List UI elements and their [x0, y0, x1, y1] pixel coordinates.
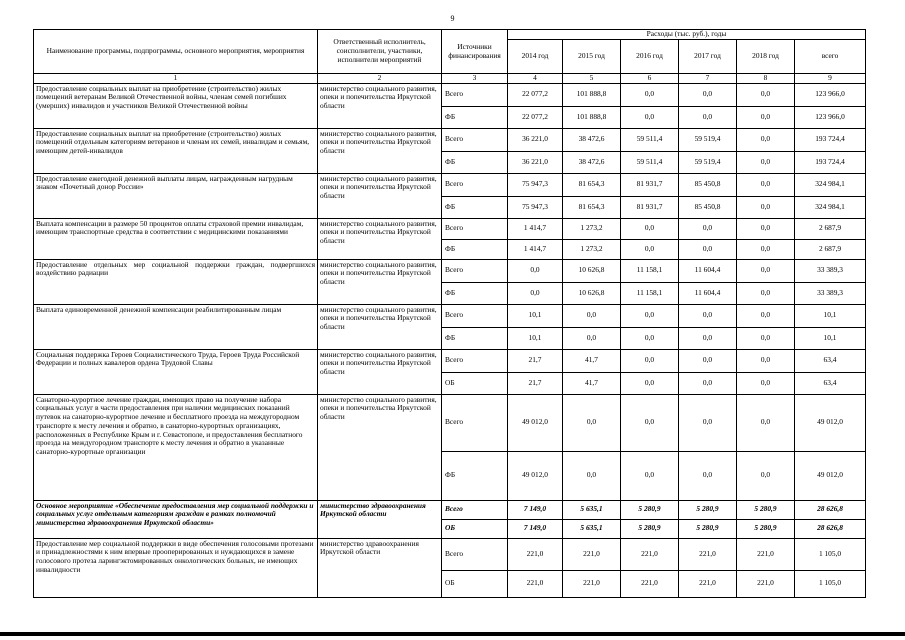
year-value: 0,0 — [679, 349, 737, 372]
year-value: 0,0 — [621, 239, 679, 259]
year-value: 0,0 — [737, 304, 795, 327]
year-value: 11 604,4 — [679, 282, 737, 304]
total-value: 63,4 — [795, 349, 866, 372]
year-value: 5 635,1 — [563, 519, 621, 538]
total-value: 123 966,0 — [795, 83, 866, 106]
year-value: 0,0 — [679, 394, 737, 451]
measure-name: Предоставление отдельных мер социальной поддержки граждан, подвергшихся воздействию радиации — [34, 259, 318, 304]
budget-table — [33, 29, 866, 598]
header-year: 2018 год — [737, 40, 795, 74]
column-index: 6 — [621, 74, 679, 84]
year-value: 0,0 — [621, 304, 679, 327]
year-value: 0,0 — [679, 239, 737, 259]
year-value: 0,0 — [621, 83, 679, 106]
column-index: 2 — [318, 74, 442, 84]
year-value: 0,0 — [737, 196, 795, 218]
header-executor: Ответственный исполнитель, соисполнители, участники, исполнители мероприятий — [318, 30, 442, 74]
year-value: 38 472,6 — [563, 151, 621, 173]
table-row — [34, 83, 866, 106]
year-value: 101 888,8 — [563, 106, 621, 128]
year-value: 0,0 — [737, 151, 795, 173]
funding-source: ФБ — [442, 196, 508, 218]
year-value: 22 077,2 — [508, 83, 563, 106]
budget-table-container — [33, 29, 865, 598]
year-value: 1 414,7 — [508, 239, 563, 259]
year-value: 5 280,9 — [621, 500, 679, 519]
year-value: 36 221,0 — [508, 151, 563, 173]
year-value: 0,0 — [621, 106, 679, 128]
year-value: 21,7 — [508, 349, 563, 372]
year-value: 0,0 — [508, 282, 563, 304]
year-value: 81 931,7 — [621, 173, 679, 196]
year-value: 22 077,2 — [508, 106, 563, 128]
year-value: 11 158,1 — [621, 282, 679, 304]
funding-source: ФБ — [442, 106, 508, 128]
year-value: 221,0 — [621, 538, 679, 570]
year-value: 0,0 — [621, 349, 679, 372]
year-value: 0,0 — [679, 451, 737, 500]
funding-source: Всего — [442, 259, 508, 282]
year-value: 221,0 — [621, 570, 679, 597]
year-value: 0,0 — [679, 106, 737, 128]
year-value: 81 654,3 — [563, 196, 621, 218]
year-value: 0,0 — [737, 259, 795, 282]
year-value: 1 273,2 — [563, 239, 621, 259]
total-value: 1 105,0 — [795, 538, 866, 570]
measure-name: Предоставление ежегодной денежной выплаты лицам, награжденным нагрудным знаком «Почетный донор России» — [34, 173, 318, 218]
executor: министерство социального развития, опеки и попечительства Иркутской области — [318, 259, 442, 304]
year-value: 0,0 — [679, 304, 737, 327]
total-value: 49 012,0 — [795, 451, 866, 500]
total-value: 10,1 — [795, 304, 866, 327]
year-value: 7 149,0 — [508, 500, 563, 519]
column-index: 5 — [563, 74, 621, 84]
total-value: 193 724,4 — [795, 128, 866, 151]
year-value: 5 280,9 — [737, 500, 795, 519]
year-value: 5 280,9 — [621, 519, 679, 538]
executor: министерство социального развития, опеки и попечительства Иркутской области — [318, 173, 442, 218]
year-value: 10,1 — [508, 304, 563, 327]
year-value: 0,0 — [508, 259, 563, 282]
funding-source: Всего — [442, 538, 508, 570]
total-value: 33 389,3 — [795, 282, 866, 304]
year-value: 0,0 — [679, 83, 737, 106]
column-index: 1 — [34, 74, 318, 84]
year-value: 0,0 — [621, 372, 679, 394]
year-value: 0,0 — [563, 394, 621, 451]
page-bottom-border — [0, 632, 905, 636]
year-value: 0,0 — [679, 218, 737, 239]
year-value: 11 604,4 — [679, 259, 737, 282]
year-value: 85 450,8 — [679, 173, 737, 196]
executor: министерство социального развития, опеки и попечительства Иркутской области — [318, 349, 442, 394]
column-index: 7 — [679, 74, 737, 84]
funding-source: Всего — [442, 394, 508, 451]
header-index-row — [34, 74, 866, 84]
year-value: 0,0 — [737, 282, 795, 304]
year-value: 0,0 — [737, 349, 795, 372]
measure-name: Выплата компенсации в размере 50 процентов оплаты страховой премии инвалидам, имеющим транспортные средства в соответствии с медицинскими показаниями — [34, 218, 318, 259]
year-value: 21,7 — [508, 372, 563, 394]
funding-source: ОБ — [442, 570, 508, 597]
total-value: 28 626,8 — [795, 500, 866, 519]
year-value: 85 450,8 — [679, 196, 737, 218]
executor: министерство здравоохранения Иркутской области — [318, 538, 442, 597]
year-value: 10,1 — [508, 327, 563, 349]
year-value: 59 519,4 — [679, 128, 737, 151]
table-row — [34, 538, 866, 570]
year-value: 11 158,1 — [621, 259, 679, 282]
table-row — [34, 128, 866, 151]
year-value: 0,0 — [621, 394, 679, 451]
year-value: 0,0 — [737, 239, 795, 259]
measure-name: Предоставление социальных выплат на приобретение (строительство) жилых помещений ветеранам Великой Отечественной войны, членам семей погибших (умерших) инвалидов и участников Великой Отечественной войны — [34, 83, 318, 128]
total-value: 28 626,8 — [795, 519, 866, 538]
year-value: 49 012,0 — [508, 394, 563, 451]
year-value: 41,7 — [563, 349, 621, 372]
table-body — [34, 83, 866, 597]
funding-source: Всего — [442, 128, 508, 151]
year-value: 221,0 — [508, 538, 563, 570]
year-value: 0,0 — [737, 83, 795, 106]
header-total: всего — [795, 40, 866, 74]
year-value: 36 221,0 — [508, 128, 563, 151]
total-value: 63,4 — [795, 372, 866, 394]
column-index: 8 — [737, 74, 795, 84]
year-value: 0,0 — [737, 106, 795, 128]
year-value: 221,0 — [737, 538, 795, 570]
header-year: 2016 год — [621, 40, 679, 74]
header-row-1 — [34, 30, 866, 40]
year-value: 38 472,6 — [563, 128, 621, 151]
funding-source: ОБ — [442, 372, 508, 394]
year-value: 221,0 — [563, 570, 621, 597]
year-value: 1 273,2 — [563, 218, 621, 239]
table-row — [34, 218, 866, 239]
year-value: 59 511,4 — [621, 128, 679, 151]
table-row — [34, 500, 866, 519]
year-value: 5 280,9 — [679, 500, 737, 519]
executor: министерство социального развития, опеки и попечительства Иркутской области — [318, 83, 442, 128]
total-value: 2 687,9 — [795, 218, 866, 239]
year-value: 0,0 — [737, 128, 795, 151]
table-row — [34, 173, 866, 196]
year-value: 5 280,9 — [737, 519, 795, 538]
column-index: 9 — [795, 74, 866, 84]
funding-source: Всего — [442, 349, 508, 372]
year-value: 0,0 — [737, 327, 795, 349]
table-row — [34, 349, 866, 372]
year-value: 0,0 — [563, 451, 621, 500]
total-value: 193 724,4 — [795, 151, 866, 173]
executor: министерство социального развития, опеки и попечительства Иркутской области — [318, 218, 442, 259]
funding-source: ФБ — [442, 327, 508, 349]
header-year: 2014 год — [508, 40, 563, 74]
year-value: 221,0 — [737, 570, 795, 597]
page-number: 9 — [450, 14, 455, 23]
total-value: 324 984,1 — [795, 196, 866, 218]
year-value: 0,0 — [737, 394, 795, 451]
year-value: 81 931,7 — [621, 196, 679, 218]
total-value: 123 966,0 — [795, 106, 866, 128]
year-value: 10 626,8 — [563, 282, 621, 304]
funding-source: Всего — [442, 173, 508, 196]
header-expenses: Расходы (тыс. руб.), годы — [508, 30, 866, 40]
measure-name: Предоставление мер социальной поддержки в виде обеспечения голосовыми протезами и принадлежностями к ним впервые прооперированных и нуждающихся в замене голосового протеза ларингэктомированных онкологических больных, не имеющих инвалидности — [34, 538, 318, 597]
year-value: 221,0 — [679, 570, 737, 597]
header-name: Наименование программы, подпрограммы, основного мероприятия, мероприятия — [34, 30, 318, 74]
year-value: 59 511,4 — [621, 151, 679, 173]
year-value: 0,0 — [737, 173, 795, 196]
total-value: 1 105,0 — [795, 570, 866, 597]
header-year: 2015 год — [563, 40, 621, 74]
executor: министерство здравоохранения Иркутской области — [318, 500, 442, 538]
year-value: 5 280,9 — [679, 519, 737, 538]
funding-source: Всего — [442, 218, 508, 239]
column-index: 4 — [508, 74, 563, 84]
year-value: 75 947,3 — [508, 173, 563, 196]
funding-source: Всего — [442, 304, 508, 327]
year-value: 0,0 — [679, 372, 737, 394]
year-value: 5 635,1 — [563, 500, 621, 519]
header-source: Источники финансирования — [442, 30, 508, 74]
table-row — [34, 394, 866, 451]
executor: министерство социального развития, опеки и попечительства Иркутской области — [318, 304, 442, 349]
year-value: 0,0 — [737, 451, 795, 500]
year-value: 0,0 — [679, 327, 737, 349]
measure-name: Основное мероприятие «Обеспечение предоставления мер социальной поддержки и социальных услуг отдельным категориям граждан в рамках полномочий министерства здравоохранения Иркутской области» — [34, 500, 318, 538]
year-value: 221,0 — [679, 538, 737, 570]
year-value: 81 654,3 — [563, 173, 621, 196]
year-value: 0,0 — [563, 327, 621, 349]
funding-source: Всего — [442, 500, 508, 519]
executor: министерство социального развития, опеки и попечительства Иркутской области — [318, 394, 442, 500]
funding-source: ФБ — [442, 451, 508, 500]
column-index: 3 — [442, 74, 508, 84]
year-value: 41,7 — [563, 372, 621, 394]
measure-name: Выплата единовременной денежной компенсации реабилитированным лицам — [34, 304, 318, 349]
funding-source: ФБ — [442, 282, 508, 304]
year-value: 59 519,4 — [679, 151, 737, 173]
measure-name: Социальная поддержка Героев Социалистического Труда, Героев Труда Российской Федерации и полных кавалеров ордена Трудовой Славы — [34, 349, 318, 394]
year-value: 221,0 — [563, 538, 621, 570]
total-value: 324 984,1 — [795, 173, 866, 196]
total-value: 10,1 — [795, 327, 866, 349]
year-value: 0,0 — [621, 218, 679, 239]
measure-name: Предоставление социальных выплат на приобретение (строительство) жилых помещений отдельным категориям ветеранов и членам их семей, инвалидам и семьям, имеющим детей-инвалидов — [34, 128, 318, 173]
year-value: 49 012,0 — [508, 451, 563, 500]
year-value: 0,0 — [621, 451, 679, 500]
funding-source: Всего — [442, 83, 508, 106]
year-value: 75 947,3 — [508, 196, 563, 218]
year-value: 0,0 — [737, 372, 795, 394]
year-value: 7 149,0 — [508, 519, 563, 538]
year-value: 0,0 — [563, 304, 621, 327]
year-value: 0,0 — [621, 327, 679, 349]
header-year: 2017 год — [679, 40, 737, 74]
funding-source: ФБ — [442, 239, 508, 259]
funding-source: ОБ — [442, 519, 508, 538]
measure-name: Санаторно-курортное лечение граждан, имеющих право на получение набора социальных услуг в части предоставления при наличии медицинских показаний путевок на санаторно-курортное лечение и бесплатного проезда на междугородном транспорте к месту лечения и обратно, в санаторно-курортных организациях, расположенных в Республике Крым и г. Севастополе, и предоставления бесплатного проезда на междугородном транспорте к месту лечения и обратно в указанные санаторно-курортные организации — [34, 394, 318, 500]
table-row — [34, 259, 866, 282]
year-value: 1 414,7 — [508, 218, 563, 239]
year-value: 0,0 — [737, 218, 795, 239]
funding-source: ФБ — [442, 151, 508, 173]
executor: министерство социального развития, опеки и попечительства Иркутской области — [318, 128, 442, 173]
year-value: 101 888,8 — [563, 83, 621, 106]
year-value: 10 626,8 — [563, 259, 621, 282]
table-row — [34, 304, 866, 327]
total-value: 49 012,0 — [795, 394, 866, 451]
year-value: 221,0 — [508, 570, 563, 597]
total-value: 2 687,9 — [795, 239, 866, 259]
total-value: 33 389,3 — [795, 259, 866, 282]
